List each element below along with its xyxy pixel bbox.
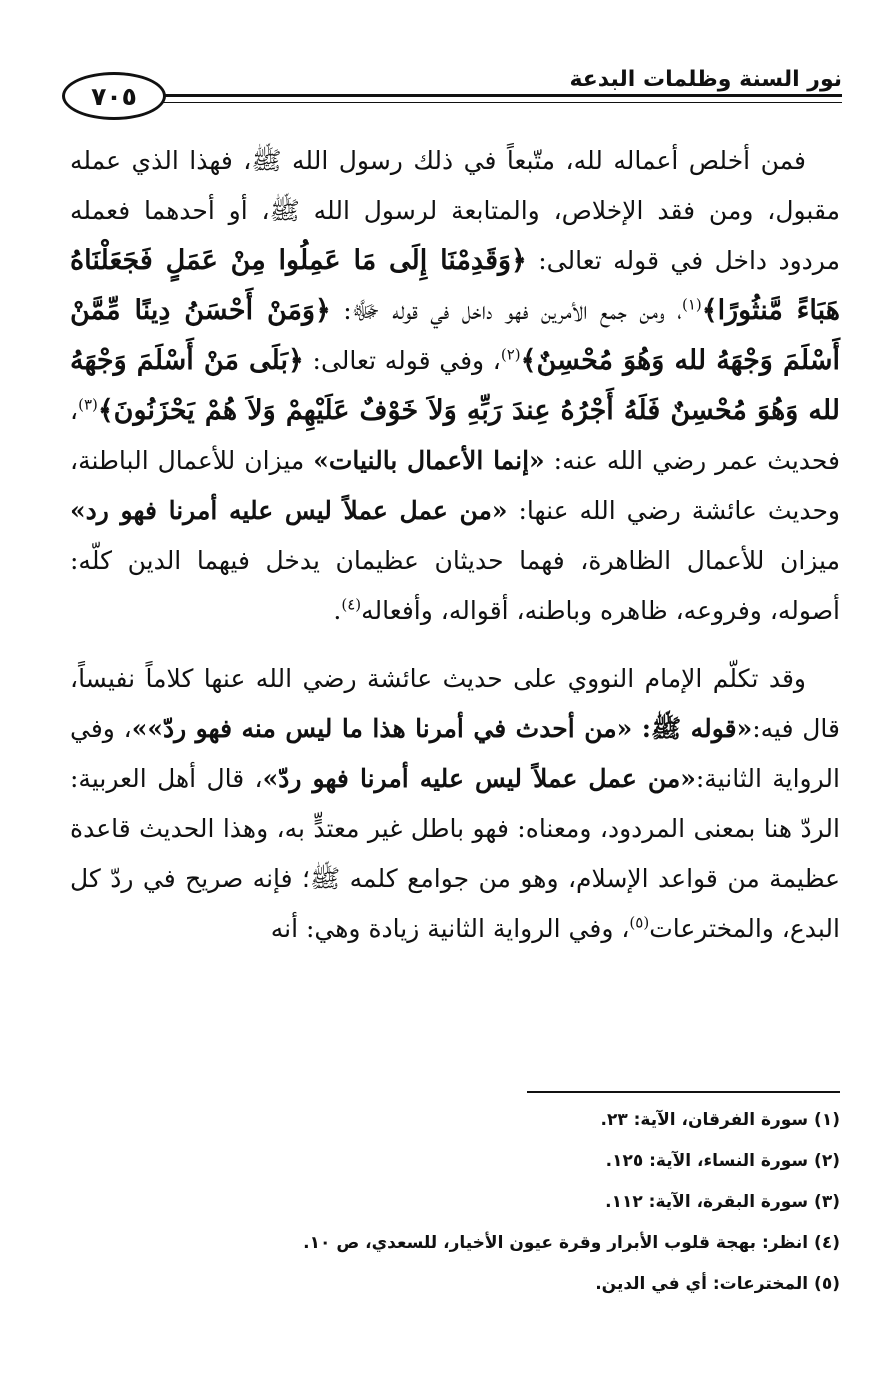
text-run: ميزان للأعمال الظاهرة، فهما حديثان عظيمان يدخل فيهما الدين كلّه: أصوله، وفروعه، ظاهره وباطنه، أقواله، وأفعاله xyxy=(70,546,840,625)
paragraph-2 xyxy=(70,654,840,954)
footnote-4: (٤) انظر: بهجة قلوب الأبرار وقرة عيون الأخيار، للسعدي، ص ١٠. xyxy=(303,1233,840,1253)
hadith-quote: «قوله ﷺ: «من أحدث في أمرنا هذا ما ليس منه فهو ردّ»» xyxy=(131,714,753,743)
text-run: ، فحديث عمر رضي الله عنه: xyxy=(70,396,841,475)
footnote-ref[interactable]: (٥) xyxy=(629,913,650,932)
footnote-ref[interactable]: (٤) xyxy=(341,595,362,614)
hadith-quote: «من عمل عملاً ليس عليه أمرنا فهو ردّ» xyxy=(262,764,696,793)
quran-verse: ﴿بَلَى مَنْ أَسْلَمَ وَجْهَهُ لله وَهُوَ مُحْسِنٌ فَلَهُ أَجْرُهُ عِندَ رَبِّهِ وَلاَ خَوْفٌ عَلَيْهِمْ وَلاَ هُمْ يَحْزَنُونَ﴾ xyxy=(70,345,840,426)
footnote-2: (٢) سورة النساء، الآية: ١٢٥. xyxy=(605,1151,840,1171)
footnote-3: (٣) سورة البقرة، الآية: ١١٢. xyxy=(605,1192,840,1212)
text-run: ، وفي قوله تعالى: xyxy=(312,346,501,375)
page-header xyxy=(62,64,842,126)
text-run: ، قال أهل العربية: الردّ هنا بمعنى المردود، ومعناه: فهو باطل غير معتدٍّ به، وهذا الحديث قاعدة عظيمة من قواعد الإسلام، وهو من جوامع كلمه ﷺ؛ فإنه صريح في ردّ كل البدع، والمخترعات xyxy=(70,764,840,943)
footnotes-list xyxy=(120,1100,840,1305)
footnote-ref[interactable]: (٣) xyxy=(78,395,98,414)
text-run: ، ومن جمع الأمرين فهو داخل في قوله ﷻ: xyxy=(343,296,682,325)
footnote-ref[interactable]: (١) xyxy=(681,295,702,314)
text-run: ، وفي الرواية الثانية: xyxy=(70,714,840,793)
paragraph-1 xyxy=(70,136,840,636)
hadith-quote: «إنما الأعمال بالنيات» xyxy=(313,446,545,475)
quran-verse: ﴿وَقَدِمْنَا إِلَى مَا عَمِلُوا مِنْ عَمَلٍ فَجَعَلْنَاهُ هَبَاءً مَّنثُورًا﴾ xyxy=(70,245,840,326)
footnote-ref[interactable]: (٢) xyxy=(500,345,521,364)
footnote-1: (١) سورة الفرقان، الآية: ٢٣. xyxy=(600,1110,840,1130)
text-run: ميزان للأعمال الباطنة، وحديث عائشة رضي الله عنها: xyxy=(70,446,840,525)
text-run: . xyxy=(333,596,342,625)
header-rule xyxy=(162,94,842,103)
page-number: ٧٠٥ xyxy=(62,72,166,120)
footnote-divider xyxy=(527,1091,840,1093)
quran-verse: ﴿وَمَنْ أَحْسَنُ دِينًا مِّمَّنْ أَسْلَمَ وَجْهَهُ لله وَهُوَ مُحْسِنٌ﴾ xyxy=(70,295,840,376)
text-run: وقد تكلّم الإمام النووي على حديث عائشة رضي الله عنها كلاماً نفيساً، قال فيه: xyxy=(70,664,840,743)
text-run: ، وفي الرواية الثانية زيادة وهي: أنه xyxy=(270,914,630,943)
book-title: نور السنة وظلمات البدعة xyxy=(561,67,842,93)
hadith-quote: «من عمل عملاً ليس عليه أمرنا فهو رد» xyxy=(70,496,508,525)
footnote-5: (٥) المخترعات: أي في الدين. xyxy=(595,1274,840,1294)
main-text xyxy=(70,136,840,954)
text-run: فمن أخلص أعماله لله، متّبعاً في ذلك رسول الله ﷺ، فهذا الذي عمله مقبول، ومن فقد الإخلاص، والمتابعة لرسول الله ﷺ، أو أحدهما فعمله مردود داخل في قوله تعالى: xyxy=(70,146,840,275)
